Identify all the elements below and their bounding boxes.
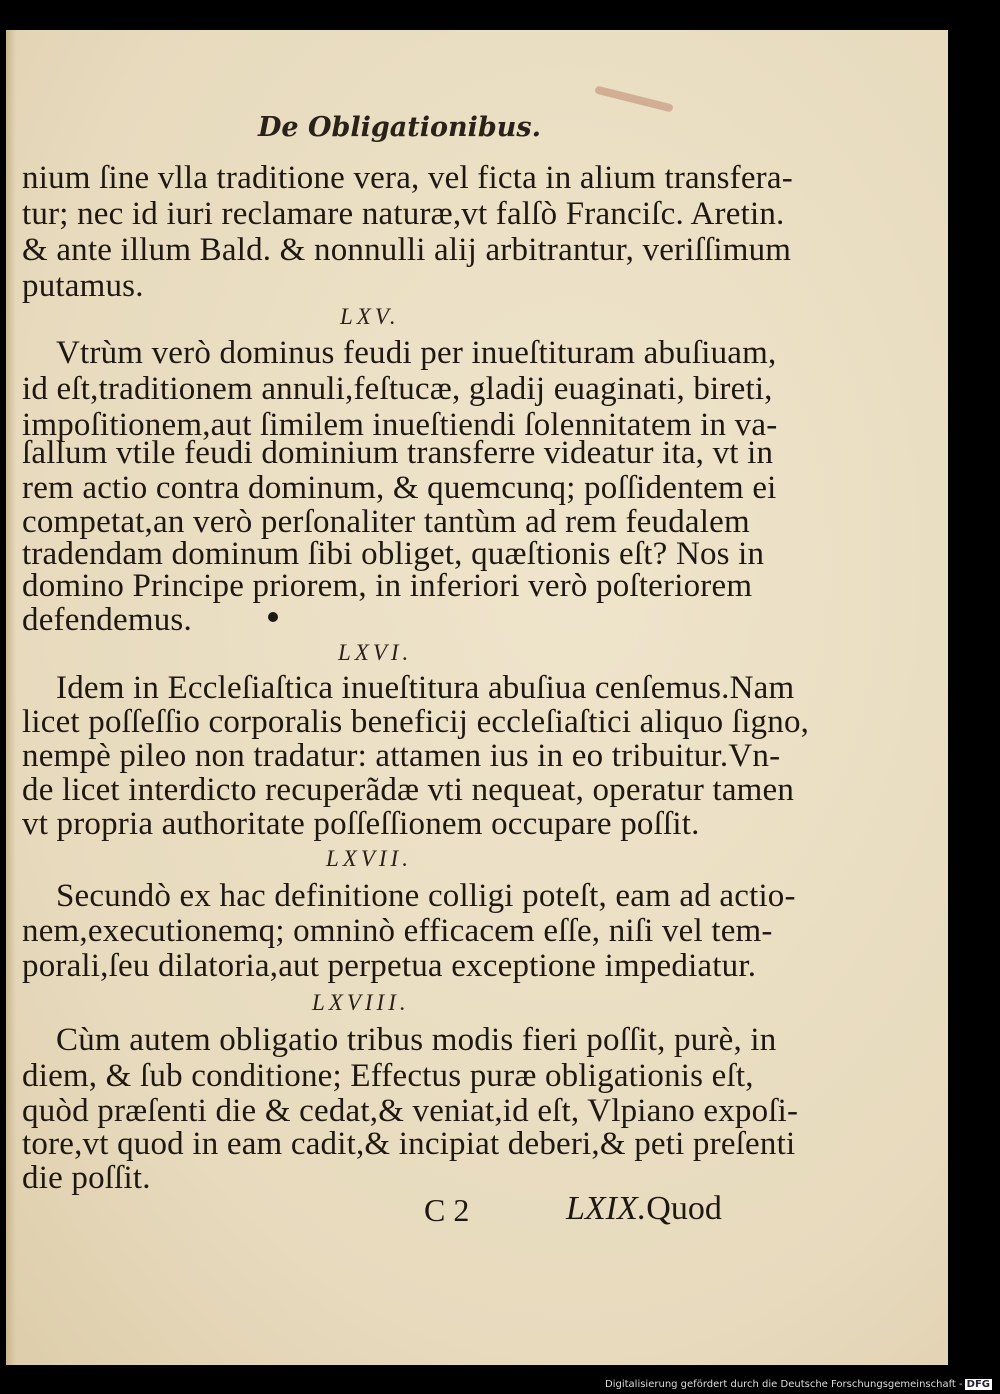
page-edge-shadow (6, 30, 16, 1365)
text-line: Secundò ex hac definitione colligi poteſt, eam ad actio- (56, 878, 796, 914)
running-head: De Obligationibus. (258, 112, 542, 143)
text-line: domino Principe priorem, in inferiori verò poſteriorem (22, 568, 753, 604)
footer-text: Digitalisierung gefördert durch die Deutsche Forschungsgemeinschaft - (605, 1379, 963, 1390)
text-line: porali,ſeu dilatoria,aut perpetua exceptione impediatur. (22, 948, 757, 984)
text-line: tore,vt quod in eam cadit,& incipiat deberi,& peti preſenti (22, 1126, 796, 1162)
section-numeral: LXVII. (326, 846, 412, 871)
text-line: licet poſſeſſio corporalis beneficij eccleſiaſtici aliquo ſigno, (22, 704, 810, 740)
text-line: quòd præſenti die & cedat,& veniat,id eſt, Vlpiano expoſi- (22, 1093, 799, 1129)
text-line: die poſſit. (22, 1160, 151, 1196)
text-line: nium ſine vlla traditione vera, vel ficta in alium transfera- (22, 160, 793, 196)
text-line: competat,an verò perſonaliter tantùm ad rem feudalem (22, 504, 750, 540)
text-line: nem,executionemq; omninò efficacem eſſe, niſi vel tem- (22, 913, 773, 949)
catchword (566, 1190, 722, 1228)
catchword-numeral: LXIX. (566, 1190, 647, 1227)
catchword-word: Quod (646, 1190, 722, 1227)
text-line: Vtrùm verò dominus feudi per inueſtituram abuſiuam, (56, 335, 777, 371)
dfg-logo: DFG (966, 1379, 990, 1390)
text-line: Idem in Eccleſiaſtica inueſtitura abuſiua cenſemus.Nam (56, 670, 795, 706)
digitization-footer (605, 1379, 992, 1390)
text-line: de licet interdicto recuperãdæ vti nequeat, operatur tamen (22, 772, 795, 808)
section-numeral: LXVIII. (312, 990, 410, 1015)
text-line: nempè pileo non tradatur: attamen ius in eo tribuitur.Vn- (22, 738, 781, 774)
text-line: tur; nec id iuri reclamare naturæ,vt falſò Franciſc. Aretin. (22, 196, 785, 232)
text-line: id eſt,traditionem annuli,feſtucæ, gladij euaginati, bireti, (22, 371, 773, 407)
section-numeral: LXVI. (338, 640, 413, 665)
text-line: Cùm autem obligatio tribus modis fieri poſſit, purè, in (56, 1022, 777, 1058)
text-line: defendemus. (22, 602, 192, 638)
text-line: vt propria authoritate poſſeſſionem occupare poſſit. (22, 806, 700, 842)
text-line: tradendam dominum ſibi obliget, quæſtionis eſt? Nos in (22, 536, 765, 572)
text-line: ſallum vtile feudi dominium transferre videatur ita, vt in (22, 435, 774, 471)
text-line: rem actio contra dominum, & quemcunq; poſſidentem ei (22, 470, 777, 506)
ink-dot (268, 612, 278, 622)
section-numeral: LXV. (340, 304, 400, 329)
text-line: putamus. (22, 268, 144, 304)
signature-mark: C 2 (424, 1192, 470, 1228)
text-line: diem, & ſub conditione; Effectus puræ obligationis eſt, (22, 1058, 754, 1094)
text-line: impoſitionem,aut ſimilem inueſtiendi ſolennitatem in va- (22, 407, 778, 443)
text-line: & ante illum Bald. & nonnulli alij arbitrantur, veriſſimum (22, 232, 792, 268)
